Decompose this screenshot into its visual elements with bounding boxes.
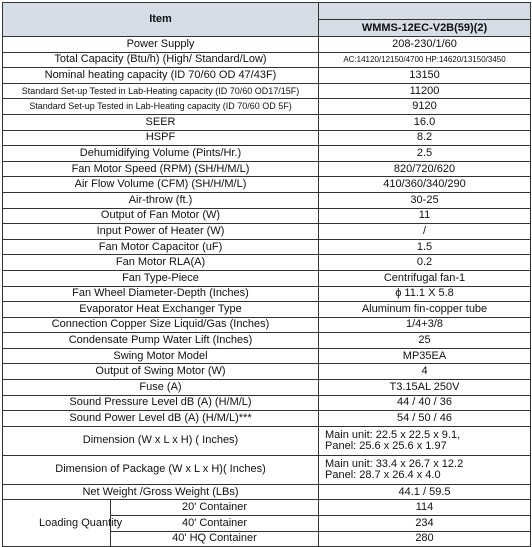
model-header: WMMS-12EC-V2B(59)(2) (319, 20, 531, 37)
weight-row (3, 484, 531, 500)
row-value: 208-230/1/60 (319, 37, 531, 53)
container-name: 40' HQ Container (111, 531, 319, 547)
dimension-label: Dimension (W x L x H) ( Inches) (3, 426, 319, 455)
table-row (3, 99, 531, 115)
row-label: Condensate Pump Water Lift (Inches) (3, 333, 319, 349)
loading-row (3, 500, 531, 516)
row-value: 44 / 40 / 36 (319, 395, 531, 411)
table-row (3, 224, 531, 240)
row-label: SEER (3, 114, 319, 130)
row-value: 30-25 (319, 192, 531, 208)
table-row (3, 333, 531, 349)
row-value: T3.15AL 250V (319, 380, 531, 396)
row-label: Fan Motor Speed (RPM) (SH/H/M/L) (3, 161, 319, 177)
row-label: Fuse (A) (3, 380, 319, 396)
table-row (3, 130, 531, 146)
row-value: 2.5 (319, 146, 531, 162)
row-label: HSPF (3, 130, 319, 146)
row-label: Fan Motor Capacitor (uF) (3, 239, 319, 255)
loading-label: Loading Quantity (3, 500, 111, 547)
container-value: 234 (319, 516, 531, 532)
row-label: Evaporator Heat Exchanger Type (3, 302, 319, 318)
package-label: Dimension of Package (W x L x H)( Inches) (3, 455, 319, 484)
row-label: Air Flow Volume (CFM) (SH/H/M/L) (3, 177, 319, 193)
table-row (3, 68, 531, 84)
row-value: MP35EA (319, 348, 531, 364)
item-header: Item (3, 3, 319, 37)
dimension-main: Main unit: 22.5 x 22.5 x 9.1, (325, 429, 461, 442)
table-row (3, 317, 531, 333)
package-row (3, 455, 531, 484)
row-label: Standard Set-up Tested in Lab-Heating capacity (ID 70/60 OD17/15F) (3, 83, 319, 99)
row-label: Fan Wheel Diameter-Depth (Inches) (3, 286, 319, 302)
row-value: 1.5 (319, 239, 531, 255)
container-value: 114 (319, 500, 531, 516)
row-value: Centrifugal fan-1 (319, 270, 531, 286)
table-row (3, 255, 531, 271)
row-value: 9120 (319, 99, 531, 115)
row-label: Nominal heating capacity (ID 70/60 OD 47/43F) (3, 68, 319, 84)
weight-value: 44.1 / 59.5 (319, 484, 531, 500)
dimension-row (3, 426, 531, 455)
container-value: 280 (319, 531, 531, 547)
table-row (3, 83, 531, 99)
row-value: AC:14120/12150/4700 HP:14620/13150/3450 (319, 52, 531, 68)
row-value: Aluminum fin-copper tube (319, 302, 531, 318)
table-row (3, 348, 531, 364)
table-row (3, 286, 531, 302)
row-value: 820/720/620 (319, 161, 531, 177)
table-row (3, 146, 531, 162)
row-value: 11 (319, 208, 531, 224)
row-value: ϕ 11.1 X 5.8 (319, 286, 531, 302)
table-row (3, 52, 531, 68)
weight-label: Net Weight /Gross Weight (LBs) (3, 484, 319, 500)
row-label: Sound Pressure Level dB (A) (H/M/L) (3, 395, 319, 411)
table-row (3, 192, 531, 208)
row-value: 25 (319, 333, 531, 349)
table-row (3, 37, 531, 53)
row-value: 8.2 (319, 130, 531, 146)
row-value: 410/360/340/290 (319, 177, 531, 193)
row-label: Connection Copper Size Liquid/Gas (Inches) (3, 317, 319, 333)
row-label: Fan Motor RLA(A) (3, 255, 319, 271)
table-row (3, 395, 531, 411)
table-row (3, 380, 531, 396)
row-value: 1/4+3/8 (319, 317, 531, 333)
dimension-panel: Panel: 25.6 x 25.6 x 1.97 (325, 439, 447, 452)
row-label: Dehumidifying Volume (Pints/Hr.) (3, 146, 319, 162)
package-value (319, 455, 531, 484)
row-label: Air-throw (ft.) (3, 192, 319, 208)
row-value: 54 / 50 / 46 (319, 411, 531, 427)
dimension-value (319, 426, 531, 455)
row-value: / (319, 224, 531, 240)
table-row (3, 177, 531, 193)
row-label: Output of Swing Motor (W) (3, 364, 319, 380)
row-value: 13150 (319, 68, 531, 84)
row-label: Fan Type-Piece (3, 270, 319, 286)
row-value: 16.0 (319, 114, 531, 130)
spec-table (2, 2, 531, 547)
blank-header-cell (319, 3, 531, 20)
table-row (3, 208, 531, 224)
table-header (3, 3, 531, 37)
container-name: 20' Container (111, 500, 319, 516)
container-name: 40' Container (111, 516, 319, 532)
package-panel: Panel: 28.7 x 26.4 x 4.0 (325, 468, 441, 481)
row-value: 0.2 (319, 255, 531, 271)
table-body (3, 37, 531, 547)
row-label: Swing Motor Model (3, 348, 319, 364)
package-main: Main unit: 33.4 x 26.7 x 12.2 (325, 458, 464, 471)
table-row (3, 161, 531, 177)
row-label: Power Supply (3, 37, 319, 53)
row-label: Standard Set-up Tested in Lab-Heating capacity (ID 70/60 OD 5F) (3, 99, 319, 115)
table-row (3, 411, 531, 427)
table-row (3, 364, 531, 380)
row-label: Sound Power Level dB (A) (H/M/L)*** (3, 411, 319, 427)
table-row (3, 239, 531, 255)
row-label: Total Capacity (Btu/h) (High/ Standard/Low) (3, 52, 319, 68)
table-row (3, 302, 531, 318)
row-value: 11200 (319, 83, 531, 99)
row-label: Input Power of Heater (W) (3, 224, 319, 240)
table-row (3, 114, 531, 130)
table-row (3, 270, 531, 286)
row-value: 4 (319, 364, 531, 380)
row-label: Output of Fan Motor (W) (3, 208, 319, 224)
